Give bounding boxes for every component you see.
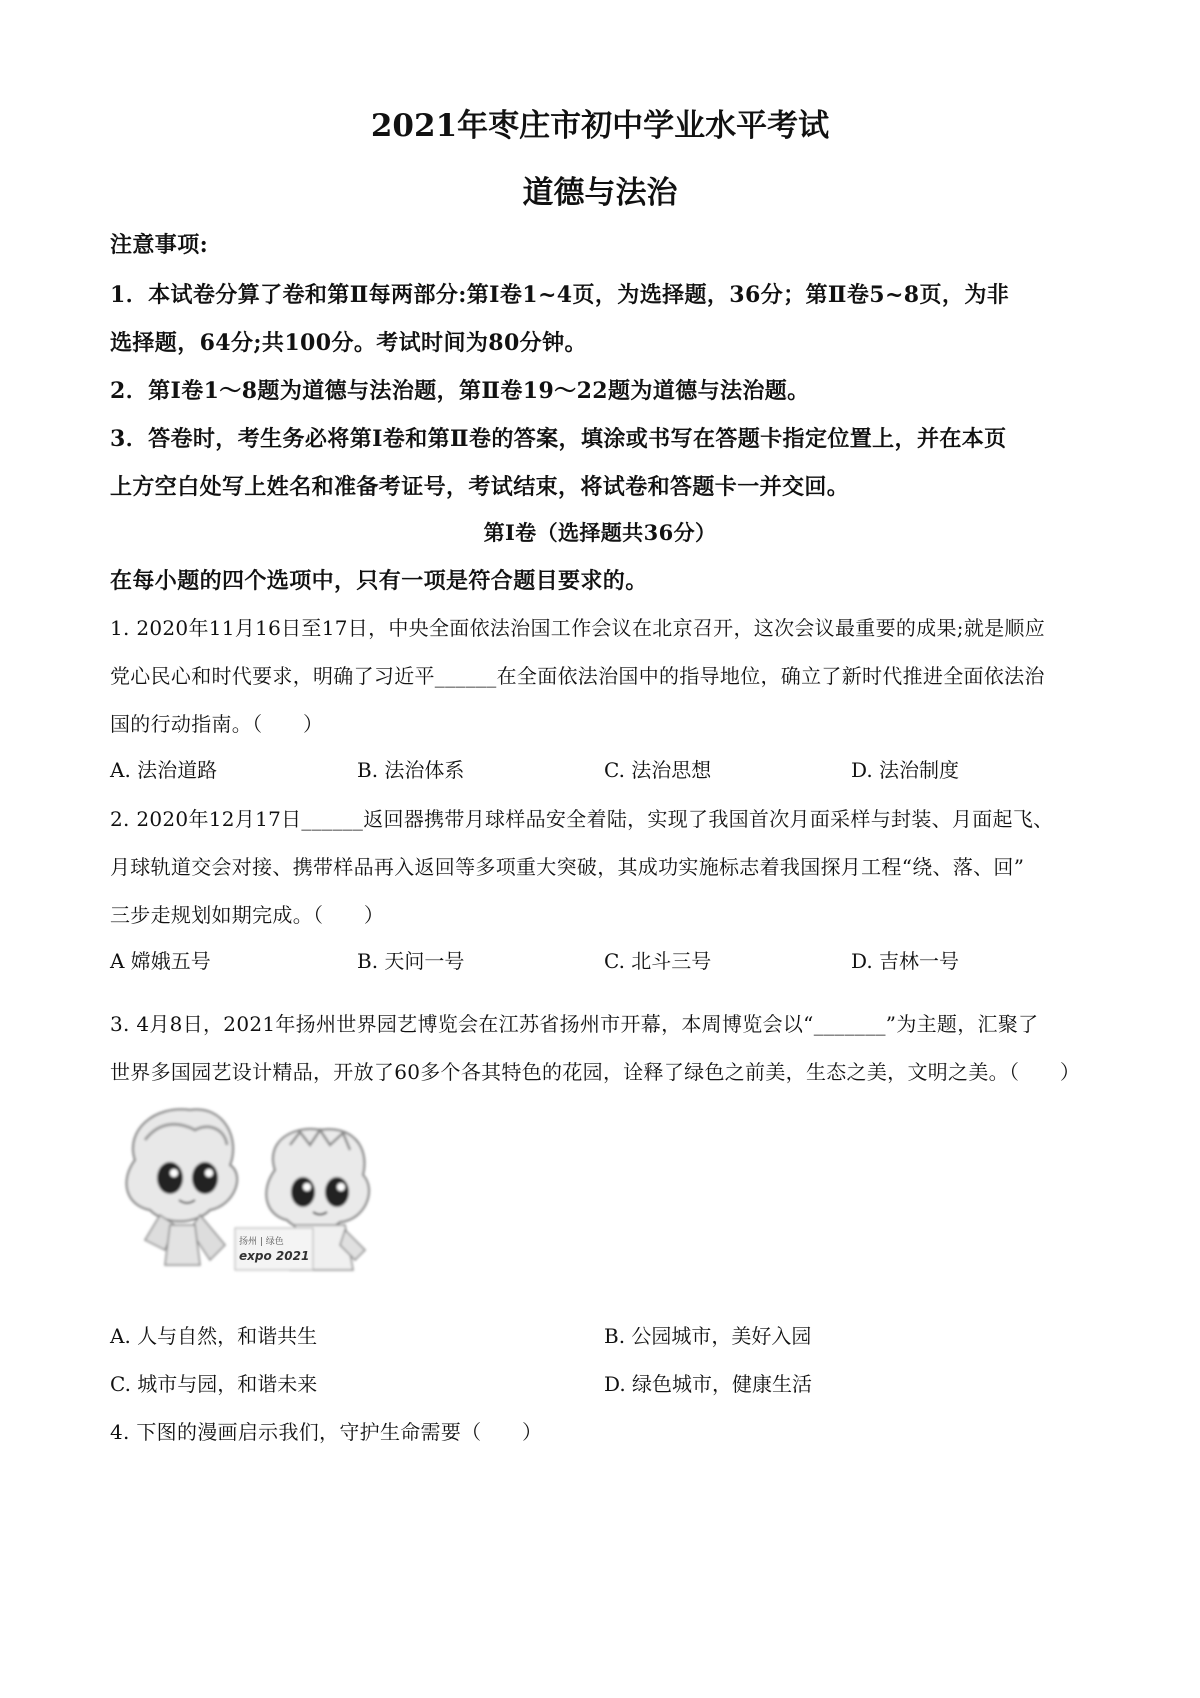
notice-heading: 注意事项: — [110, 232, 209, 258]
question-4-line-1: 4. 下图的漫画启示我们，守护生命需要（ ） — [110, 1420, 543, 1444]
question-2-option-c: C. 北斗三号 — [604, 949, 712, 973]
question-3-option-b: B. 公园城市，美好入园 — [604, 1324, 812, 1348]
question-3-option-d: D. 绿色城市，健康生活 — [604, 1372, 813, 1396]
question-3-line-1: 3. 4月8日，2021年扬州世界园艺博览会在江苏省扬州市开幕，本周博览会以“_______”为主题，汇聚了 — [110, 1012, 1039, 1036]
question-2-line-1: 2. 2020年12月17日______返回器携带月球样品安全着陆，实现了我国首次月面采样与封装、月面起飞、 — [110, 807, 1054, 831]
question-2-line-3: 三步走规划如期完成。（ ） — [110, 903, 385, 927]
notice-item-1-line-1: 1．本试卷分算了卷和第Ⅱ每两部分:第Ⅰ卷1~4页，为选择题，36分；第Ⅱ卷5~8页，为非 — [110, 282, 1010, 308]
exam-title: 2021年枣庄市初中学业水平考试 — [370, 108, 830, 144]
notice-item-2: 2．第I卷1～8题为道德与法治题，第Ⅱ卷19～22题为道德与法治题。 — [110, 378, 810, 404]
expo-logo-text: 扬州 | 绿色 — [239, 1237, 284, 1247]
question-1-line-3: 国的行动指南。（ ） — [110, 712, 324, 736]
question-1-line-1: 1. 2020年11月16日至17日，中央全面依法治国工作会议在北京召开，这次会议最重要的成果;就是顺应 — [110, 616, 1046, 640]
exam-subject: 道德与法治 — [522, 175, 678, 211]
question-2-line-2: 月球轨道交会对接、携带样品再入返回等多项重大突破，其成功实施标志着我国探月工程“绕、落、回” — [110, 855, 1025, 879]
section-title: 第I卷（选择题共36分） — [483, 520, 717, 545]
notice-item-3-line-2: 上方空白处写上姓名和准备考证号，考试结束，将试卷和答题卡一并交回。 — [110, 474, 850, 500]
question-1-option-c: C. 法治思想 — [604, 758, 712, 782]
question-3-option-a: A. 人与自然，和谐共生 — [110, 1324, 318, 1348]
notice-item-3-line-1: 3．答卷时，考生务必将第Ⅰ卷和第Ⅱ卷的答案，填涂或书写在答题卡指定位置上，并在本页 — [110, 426, 1007, 452]
notice-item-1-line-2: 选择题，64分;共100分。考试时间为80分钟。 — [110, 330, 587, 356]
question-1-line-2: 党心民心和时代要求，明确了习近平______在全面依法治国中的指导地位，确立了新时代推进全面依法治 — [110, 664, 1045, 688]
section-instruction: 在每小题的四个选项中，只有一项是符合题目要求的。 — [110, 568, 648, 594]
question-2-option-d: D. 吉林一号 — [851, 949, 960, 973]
question-3-line-2: 世界多国园艺设计精品，开放了60多个各其特色的花园，诠释了绿色之前美，生态之美，文明之美。（ ） — [110, 1060, 1081, 1084]
question-1-option-b: B. 法治体系 — [357, 758, 465, 782]
expo-logo-mark: expo 2021 — [239, 1249, 310, 1263]
expo-mascots-image — [115, 1100, 405, 1285]
question-2-option-b: B. 天问一号 — [357, 949, 465, 973]
question-1-option-d: D. 法治制度 — [851, 758, 960, 782]
question-3-option-c: C. 城市与园，和谐未来 — [110, 1372, 318, 1396]
question-2-option-a: A 嫦娥五号 — [110, 949, 211, 973]
question-1-option-a: A. 法治道路 — [110, 758, 218, 782]
